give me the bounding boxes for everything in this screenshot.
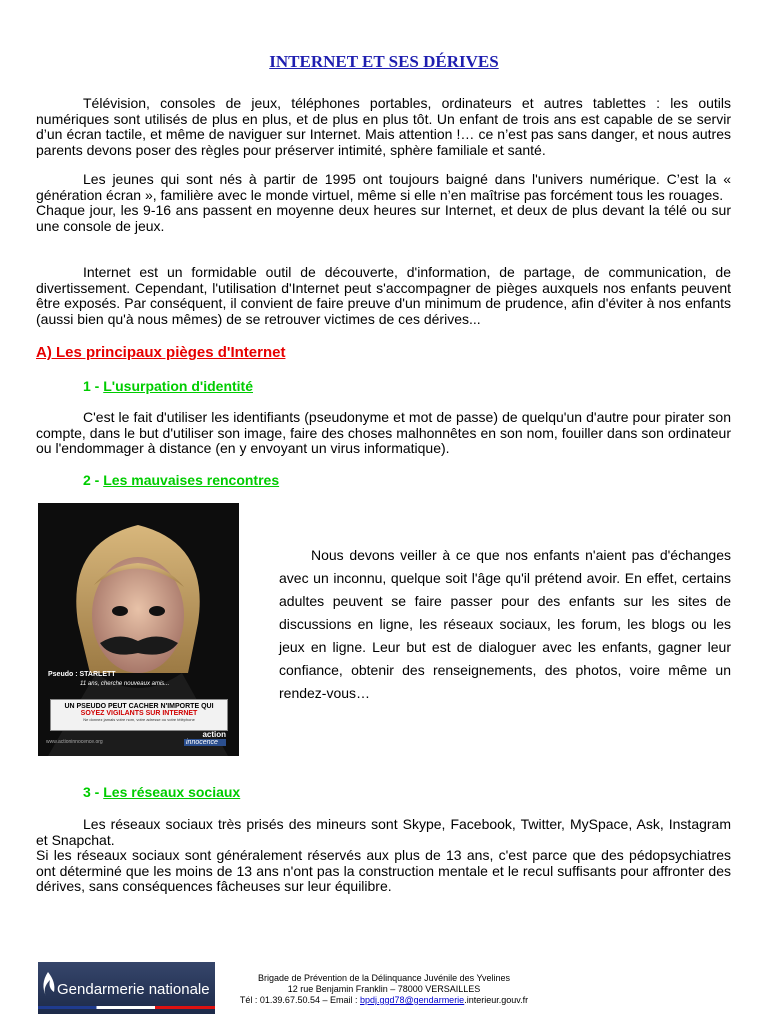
footer-email-link[interactable]: bpdj.ggd78@gendarmerie (359, 995, 465, 1005)
sub3-paragraph (36, 817, 731, 895)
gendarmerie-logo-text: Gendarmerie nationale (57, 981, 210, 998)
action-innocence-logo (184, 730, 226, 752)
page-title: INTERNET ET SES DÉRIVES (269, 52, 499, 71)
poster-caption: 11 ans, cherche nouveaux amis... (80, 681, 170, 687)
subheading-3 (83, 784, 240, 800)
intro-text-2: Les jeunes qui sont nés à partir de 1995 ont toujours baigné dans l'univers numérique. C’est la « génération écran », familière avec le monde virtuel, même si elle n’en maîtrise pas forcément tous les rouages. (36, 171, 731, 203)
tricolor-stripe (38, 1006, 215, 1009)
poster-banner-line2: SOYEZ VIGILANTS SUR INTERNET (80, 710, 198, 717)
subheading-1-number: 1 - (83, 378, 104, 394)
footer-line-2: 12 rue Benjamin Franklin – 78000 VERSAILLES (287, 984, 481, 994)
subheading-2-title: Les mauvaises rencontres (103, 472, 280, 488)
sub3-text-1: Les réseaux sociaux très prisés des mineurs sont Skype, Facebook, Twitter, MySpace, Ask, Instagram et Snapchat. (36, 816, 731, 848)
gendarmerie-logo (38, 962, 215, 1014)
logo-word-innocence: innocence (184, 739, 226, 746)
footer-line-1: Brigade de Prévention de la Délinquance Juvénile des Yvelines (257, 973, 510, 983)
intro-paragraph-3 (36, 265, 731, 327)
sub2-text: Nous devons veiller à ce que nos enfants n'aient pas d'échanges avec un inconnu, quelque soit l'âge qu'il prétend avoir. En effet, certains adultes peuvent se faire passer pour des enfants sur les sites de discussions en ligne, les réseaux sociaux, les forum, les blogs ou les jeux en ligne. Leur but est de dialoguer avec les enfants, gagner leur confiance, obtenir des renseignements, des photos, voire même un rendez-vous… (279, 547, 731, 701)
subheading-3-title: Les réseaux sociaux (103, 784, 241, 800)
subheading-1-title: L'usurpation d'identité (103, 378, 253, 394)
intro-text-3: Chaque jour, les 9-16 ans passent en moyenne deux heures sur Internet, et deux de plus devant la télé ou sur une console de jeux. (36, 202, 731, 234)
footer-email-domain: .interieur.gouv.fr (464, 995, 529, 1005)
footer-line-3 (215, 995, 553, 1006)
poster-url: www.actioninnocence.org (46, 739, 103, 745)
intro-paragraph-2 (36, 172, 731, 234)
subheading-2 (83, 472, 279, 488)
poster-banner-small: Ne donnez jamais votre nom, votre adresse ou votre téléphone (83, 717, 195, 722)
intro-text-1: Télévision, consoles de jeux, téléphones portables, ordinateurs et autres tablettes : les outils numériques sont utilisés de plus en plus, et de plus en plus tôt. Un enfant de trois ans est capable de se servir d’un écran tactile, et même de naviguer sur Internet. Mais attention !… ce n’est pas sans danger, et nous autres parents devons poser des règles pour préserver intimité, sphère familiale et santé. (36, 95, 731, 158)
action-innocence-poster (38, 503, 239, 756)
footer-contact (215, 973, 553, 1006)
subheading-3-number: 3 - (83, 784, 104, 800)
intro-text-4: Internet est un formidable outil de découverte, d'information, de partage, de communication, de divertissement. Cependant, l'utilisation d'Internet peut s'accompagner de pièges auxquels nos enfants peuvent être exposés. Par conséquent, il convient de faire preuve d'un minimum de prudence, afin d'éviter à nos enfants (aussi bien qu'à nous mêmes) de se retrouver victimes de ces dérives... (36, 264, 731, 327)
sub2-paragraph (279, 544, 731, 705)
sub3-text-2: Si les réseaux sociaux sont généralement réservés aux plus de 13 ans, c'est parce que des pédopsychiatres ont déterminé que les moins de 13 ans n'ont pas la construction mentale et le recul suffisants pour affronter des dérives, sans conséquences fâcheuses sur leur équilibre. (36, 847, 731, 894)
section-a-heading: A) Les principaux pièges d'Internet (36, 344, 286, 361)
sub1-text: C'est le fait d'utiliser les identifiants (pseudonyme et mot de passe) de quelqu'un d'autre pour pirater son compte, dans le but d'utiliser son image, faire des choses malhonnêtes en son nom, fouiller dans son ordinateur ou l'endommager à distance (en y envoyant un virus informatique). (36, 409, 731, 456)
intro-paragraph-1 (36, 96, 731, 158)
sub1-paragraph (36, 410, 731, 457)
logo-word-action: action (202, 730, 226, 739)
poster-banner (50, 699, 228, 731)
subheading-2-number: 2 - (83, 472, 104, 488)
poster-banner-line1: UN PSEUDO PEUT CACHER N'IMPORTE QUI (64, 703, 214, 710)
footer-tel: Tél : 01.39.67.50.54 – Email : (239, 995, 360, 1005)
subheading-1 (83, 378, 253, 394)
poster-pseudo: Pseudo : STARLETT (48, 671, 116, 678)
